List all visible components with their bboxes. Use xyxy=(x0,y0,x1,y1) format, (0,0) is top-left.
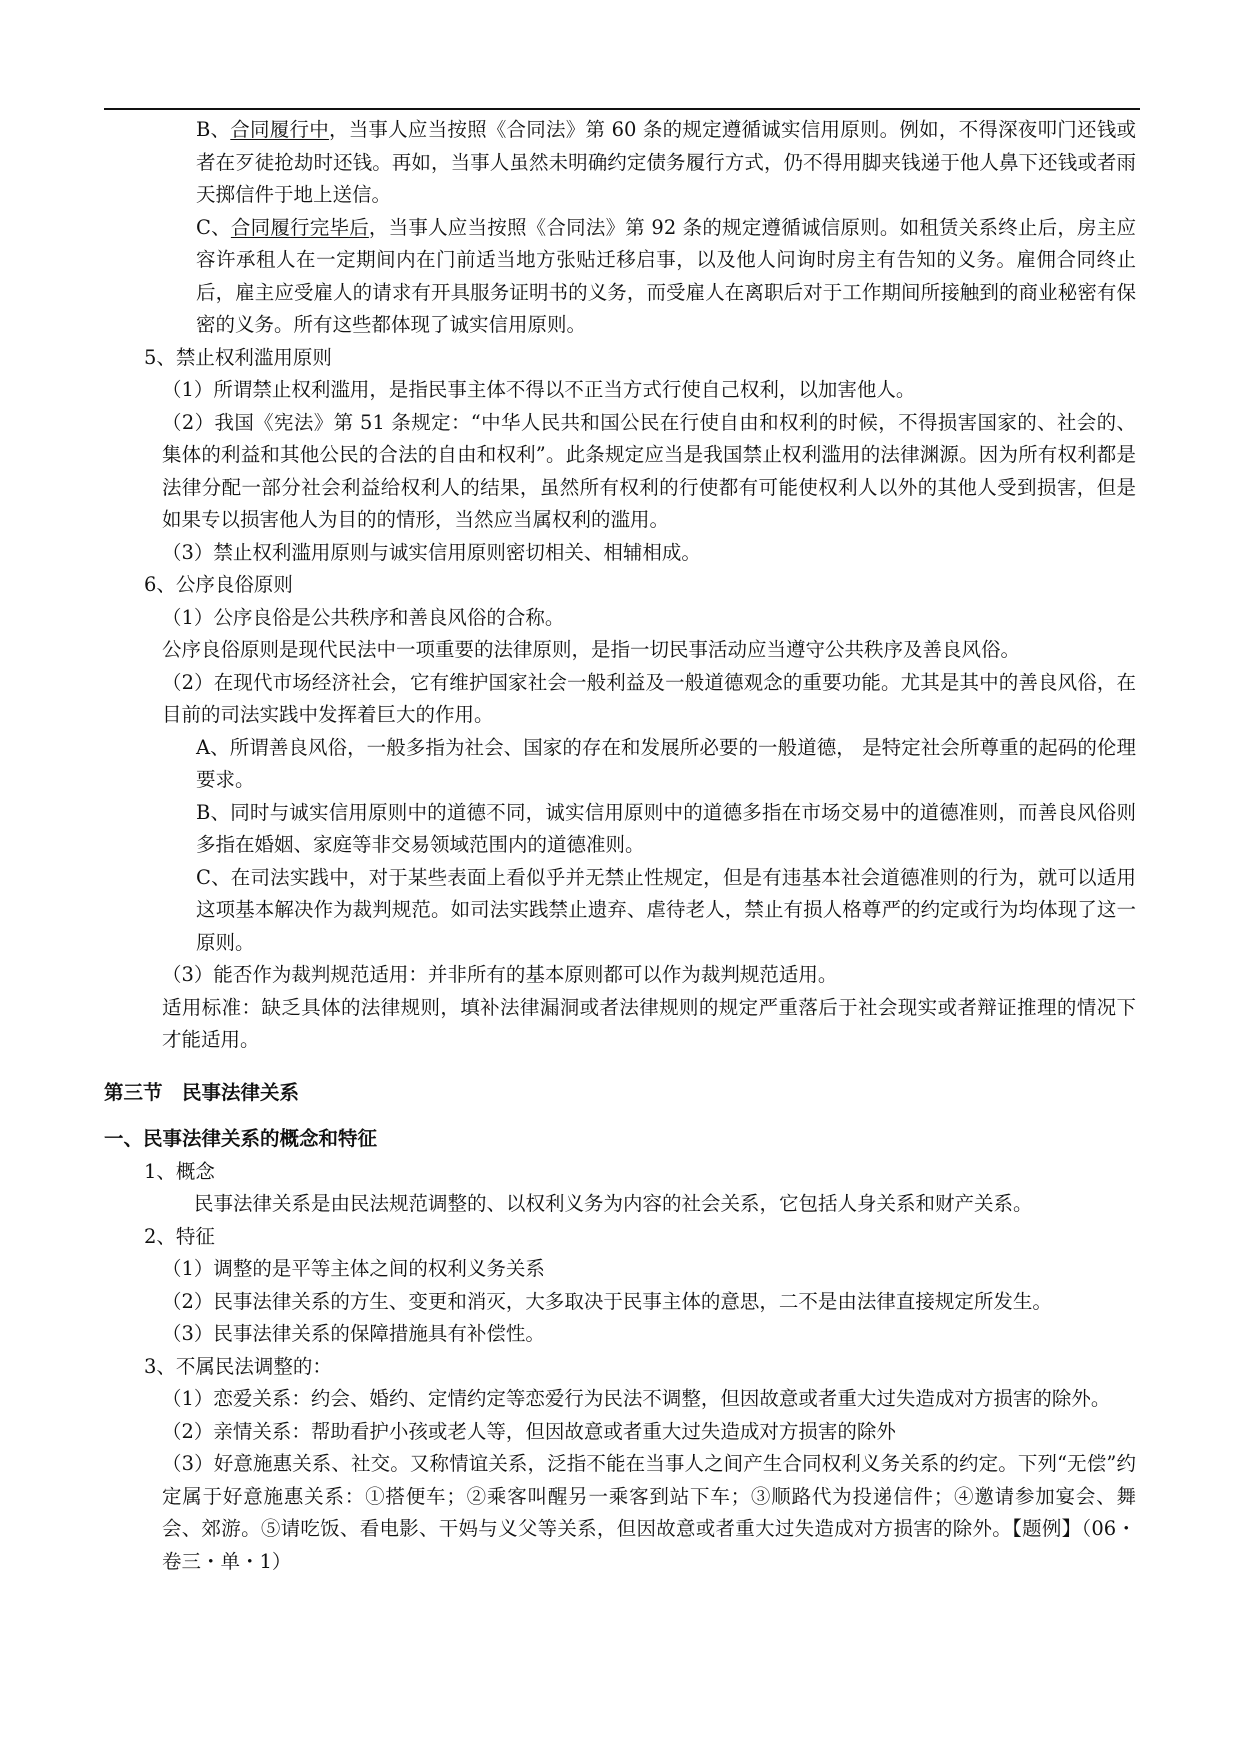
excluded-title: 3、不属民法调整的： xyxy=(144,1354,332,1378)
spacer xyxy=(104,1057,1136,1077)
excluded-2: （2）亲情关系：帮助看护小孩或老人等，但因故意或者重大过失造成对方损害的除外 xyxy=(162,1419,896,1443)
feature-3: （3）民事法律关系的保障措施具有补偿性。 xyxy=(162,1322,545,1345)
section-6-item-3: （3）能否作为裁判规范适用：并非所有的基本原则都可以作为裁判规范适用。 xyxy=(162,963,838,986)
feature-2: （2）民事法律关系的方生、变更和消灭，大多取决于民事主体的意思，二不是由法律直接规定所发生。 xyxy=(162,1289,1052,1313)
section-6-item-1-note: 公序良俗原则是现代民法中一项重要的法律原则，是指一切民事活动应当遵守公共秩序及善良风俗。 xyxy=(162,638,1021,661)
spacer xyxy=(104,1109,1136,1123)
section-6-item-2: （2）在现代市场经济社会，它有维护国家社会一般利益及一般道德观念的重要功能。尤其是其中的善良风俗，在目前的司法实践中发挥着巨大的作用。 xyxy=(162,670,1136,726)
concept-text: 民事法律关系是由民法规范调整的、以权利义务为内容的社会关系，它包括人身关系和财产关系。 xyxy=(194,1192,1033,1215)
features-title: 2、特征 xyxy=(144,1224,215,1248)
section-6-title: 6、公序良俗原则 xyxy=(144,573,293,596)
paragraph-c-contract-completed xyxy=(104,212,1136,342)
paragraph-text: ，当事人应当按照《合同法》第 60 条的规定遵循诚实信用原则。例如，不得深夜叩门还钱或者在歹徒抢劫时还钱。再如，当事人虽然未明确约定债务履行方式，仍不得用脚夹钱递于他人鼻下还钱或者雨天掷信件于地上送信。 xyxy=(196,118,1136,206)
feature-1: （1）调整的是平等主体之间的权利义务关系 xyxy=(162,1257,545,1280)
excluded-1: （1）恋爱关系：约会、婚约、定情约定等恋爱行为民法不调整，但因故意或者重大过失造成对方损害的除外。 xyxy=(162,1387,1111,1410)
item-label: B、 xyxy=(196,118,231,141)
section-5-item-1: （1）所谓禁止权利滥用，是指民事主体不得以不正当方式行使自己权利，以加害他人。 xyxy=(162,378,916,401)
document-body xyxy=(104,114,1136,1578)
section-6-item-1: （1）公序良俗是公共秩序和善良风俗的合称。 xyxy=(162,605,565,629)
section-5-item-3: （3）禁止权利滥用原则与诚实信用原则密切相关、相辅相成。 xyxy=(162,540,701,564)
section-6-item-2b: B、同时与诚实信用原则中的道德不同，诚实信用原则中的道德多指在市场交易中的道德准则，而善良风俗则多指在婚姻、家庭等非交易领域范围内的道德准则。 xyxy=(196,800,1136,856)
paragraph-text: ，当事人应当按照《合同法》第 92 条的规定遵循诚信原则。如租赁关系终止后，房主应容许承租人在一定期间内在门前适当地方张贴迁移启事，以及他人问询时房主有告知的义务。雇佣合同终止后，雇主应受雇人的请求有开具服务证明书的义务，而受雇人在离职后对于工作期间所接触到的商业秘密有保密的义务。所有这些都体现了诚实信用原则。 xyxy=(196,215,1136,336)
section-5-title: 5、禁止权利滥用原则 xyxy=(144,345,332,369)
underlined-term: 合同履行中 xyxy=(230,118,329,141)
underlined-term: 合同履行完毕后 xyxy=(230,215,369,239)
section-6-item-2a: A、所谓善良风俗，一般多指为社会、国家的存在和发展所必要的一般道德， 是特定社会所尊重的起码的伦理要求。 xyxy=(196,735,1136,791)
subsection-1-heading: 一、民事法律关系的概念和特征 xyxy=(104,1127,378,1150)
section-6-item-2c: C、在司法实践中，对于某些表面上看似乎并无禁止性规定，但是有违基本社会道德准则的行为，就可以适用这项基本解决作为裁判规范。如司法实践禁止遗弃、虐待老人，禁止有损人格尊严的约定或行为均体现了这一原则。 xyxy=(196,865,1136,954)
concept-title: 1、概念 xyxy=(144,1159,215,1183)
item-label: C、 xyxy=(196,215,231,239)
section-3-heading: 第三节 民事法律关系 xyxy=(104,1080,300,1104)
paragraph-b-contract-performance xyxy=(104,114,1136,212)
header-rule xyxy=(104,108,1140,110)
section-5-item-2: （2）我国《宪法》第 51 条规定：“中华人民共和国公民在行使自由和权利的时候，不得损害国家的、社会的、集体的利益和其他公民的合法的自由和权利”。此条规定应当是我国禁止权利滥用的法律渊源。因为所有权利都是法律分配一部分社会利益给权利人的结果，虽然所有权利的行使都有可能使权利人以外的其他人受到损害，但是如果专以损害他人为目的的情形，当然应当属权利的滥用。 xyxy=(162,410,1136,531)
section-6-item-3-standard: 适用标准：缺乏具体的法律规则，填补法律漏洞或者法律规则的规定严重落后于社会现实或者辩证推理的情况下才能适用。 xyxy=(162,995,1136,1051)
excluded-3: （3）好意施惠关系、社交。又称情谊关系，泛指不能在当事人之间产生合同权利义务关系的约定。下列“无偿”约定属于好意施惠关系：①搭便车；②乘客叫醒另一乘客到站下车；③顺路代为投递信件；④邀请参加宴会、舞会、郊游。⑤请吃饭、看电影、干妈与义父等关系，但因故意或者重大过失造成对方损害的除外。【题例】（06・卷三・单・1） xyxy=(162,1452,1136,1573)
